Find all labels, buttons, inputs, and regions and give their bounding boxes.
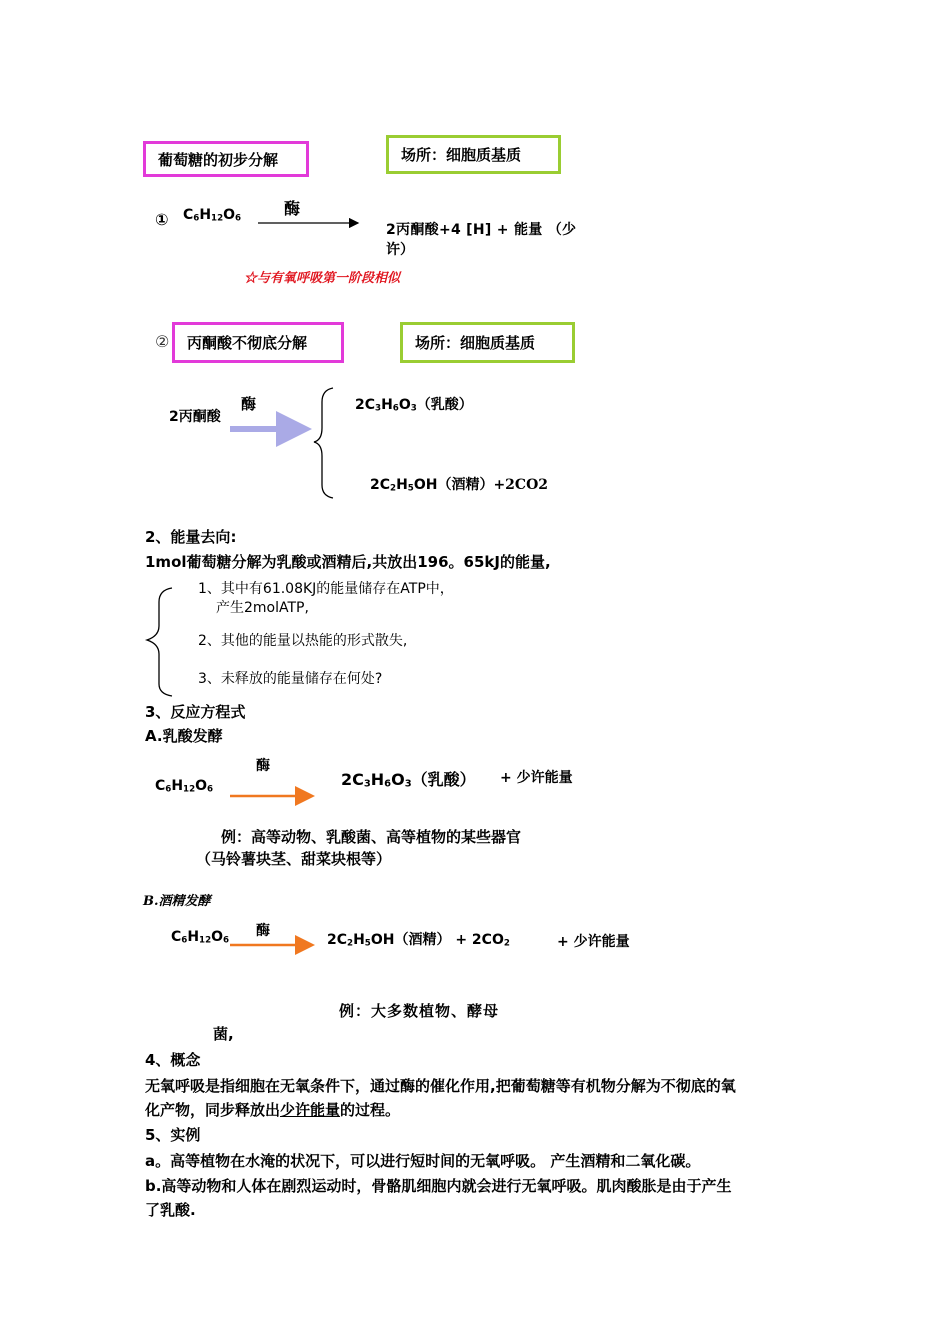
step-number-1: ① — [155, 210, 169, 229]
energy-summary: 1mol葡萄糖分解为乳酸或酒精后,共放出196。65kJ的能量, — [145, 553, 551, 571]
lactic-example-1: 例：高等动物、乳酸菌、高等植物的某些器官 — [221, 828, 522, 846]
energy-item-3: 3、未释放的能量储存在何处? — [198, 671, 383, 687]
pyruvate-breakdown-title-box — [172, 322, 344, 363]
energy-brace — [147, 588, 172, 696]
alcohol-product: $2C_2H_5OH$（酒精）+2CO2 — [370, 477, 549, 494]
concept-line-1: 无氧呼吸是指细胞在无氧条件下，通过酶的催化作用,把葡萄糖等有机物分解为不彻底的氧 — [145, 1077, 736, 1095]
pyruvate-reactant: 2丙酮酸 — [169, 409, 221, 425]
lactic-product: $2C_3H_6O_3$（乳酸） — [341, 770, 476, 790]
energy-item-1-cont: 产生2molATP, — [216, 600, 309, 616]
product-line-1: 2丙酮酸+4 [H] + 能量 （少 — [386, 222, 577, 238]
energy-item-1: 1、其中有61.08KJ的能量储存在ATP中， — [198, 581, 454, 597]
lactic-acid-product: $2C_3H_6O_3$（乳酸） — [355, 397, 473, 414]
energy-item-2: 2、其他的能量以热能的形式散失, — [198, 633, 408, 649]
lactic-reactant: $C_6H_{12}O_6$ — [155, 778, 214, 795]
location-label-2: 场所：细胞质基质 — [415, 334, 536, 352]
glucose-breakdown-title: 葡萄糖的初步分解 — [158, 150, 279, 169]
alcohol-example-2: 菌, — [213, 1025, 234, 1043]
equations-heading: 3、反应方程式 — [145, 703, 246, 721]
pyruvate-breakdown-title: 丙酮酸不彻底分解 — [187, 334, 308, 352]
example-b-line-1: b.高等动物和人体在剧烈运动时，骨骼肌细胞内就会进行无氧呼吸。肌肉酸胀是由于产生 — [145, 1177, 732, 1195]
concept-key-phrase: 少许能量 — [280, 1101, 341, 1119]
alcohol-enzyme: 酶 — [256, 923, 270, 939]
example-a: a。高等植物在水淹的状况下，可以进行短时间的无氧呼吸。 产生酒精和二氧化碳。 — [145, 1152, 701, 1170]
similarity-note: ☆与有氧呼吸第一阶段相似 — [244, 271, 401, 286]
examples-heading: 5、实例 — [145, 1126, 201, 1144]
concept-line-2-post: 的过程。 — [340, 1101, 401, 1119]
glucose-formula-1: $C_6H_{12}O_6$ — [183, 207, 242, 224]
step-number-2: ② — [155, 332, 170, 351]
product-line-2: 许） — [386, 242, 414, 258]
glucose-breakdown-title-box — [143, 141, 309, 177]
enzyme-label-1: 酶 — [284, 199, 301, 218]
concept-line-2 — [145, 1099, 400, 1120]
energy-heading: 2、能量去向: — [145, 528, 237, 546]
alcohol-product-eq: $2C_2H_5OH$（酒精） + $2CO_2$ — [327, 932, 510, 949]
concept-heading: 4、概念 — [145, 1051, 201, 1069]
alcohol-fermentation-heading: B.酒精发酵 — [143, 894, 211, 909]
lactic-energy: + 少许能量 — [500, 770, 573, 786]
alcohol-energy: + 少许能量 — [557, 934, 630, 950]
alcohol-reactant: $C_6H_{12}O_6$ — [171, 929, 230, 946]
location-box-2 — [400, 322, 575, 363]
lactic-enzyme: 酶 — [256, 758, 270, 774]
example-b-line-2: 了乳酸. — [145, 1201, 196, 1219]
lactic-example-2: （马铃薯块茎、甜菜块根等） — [196, 850, 392, 868]
alcohol-example-1: 例：大多数植物、酵母 — [339, 1002, 500, 1020]
concept-line-2-pre: 化产物，同步释放出 — [145, 1101, 281, 1119]
enzyme-label-2: 酶 — [241, 395, 257, 413]
product-brace — [314, 388, 333, 498]
location-label-1: 场所：细胞质基质 — [401, 146, 522, 164]
location-box-1 — [386, 135, 561, 174]
lactic-fermentation-heading: A.乳酸发酵 — [145, 727, 223, 745]
